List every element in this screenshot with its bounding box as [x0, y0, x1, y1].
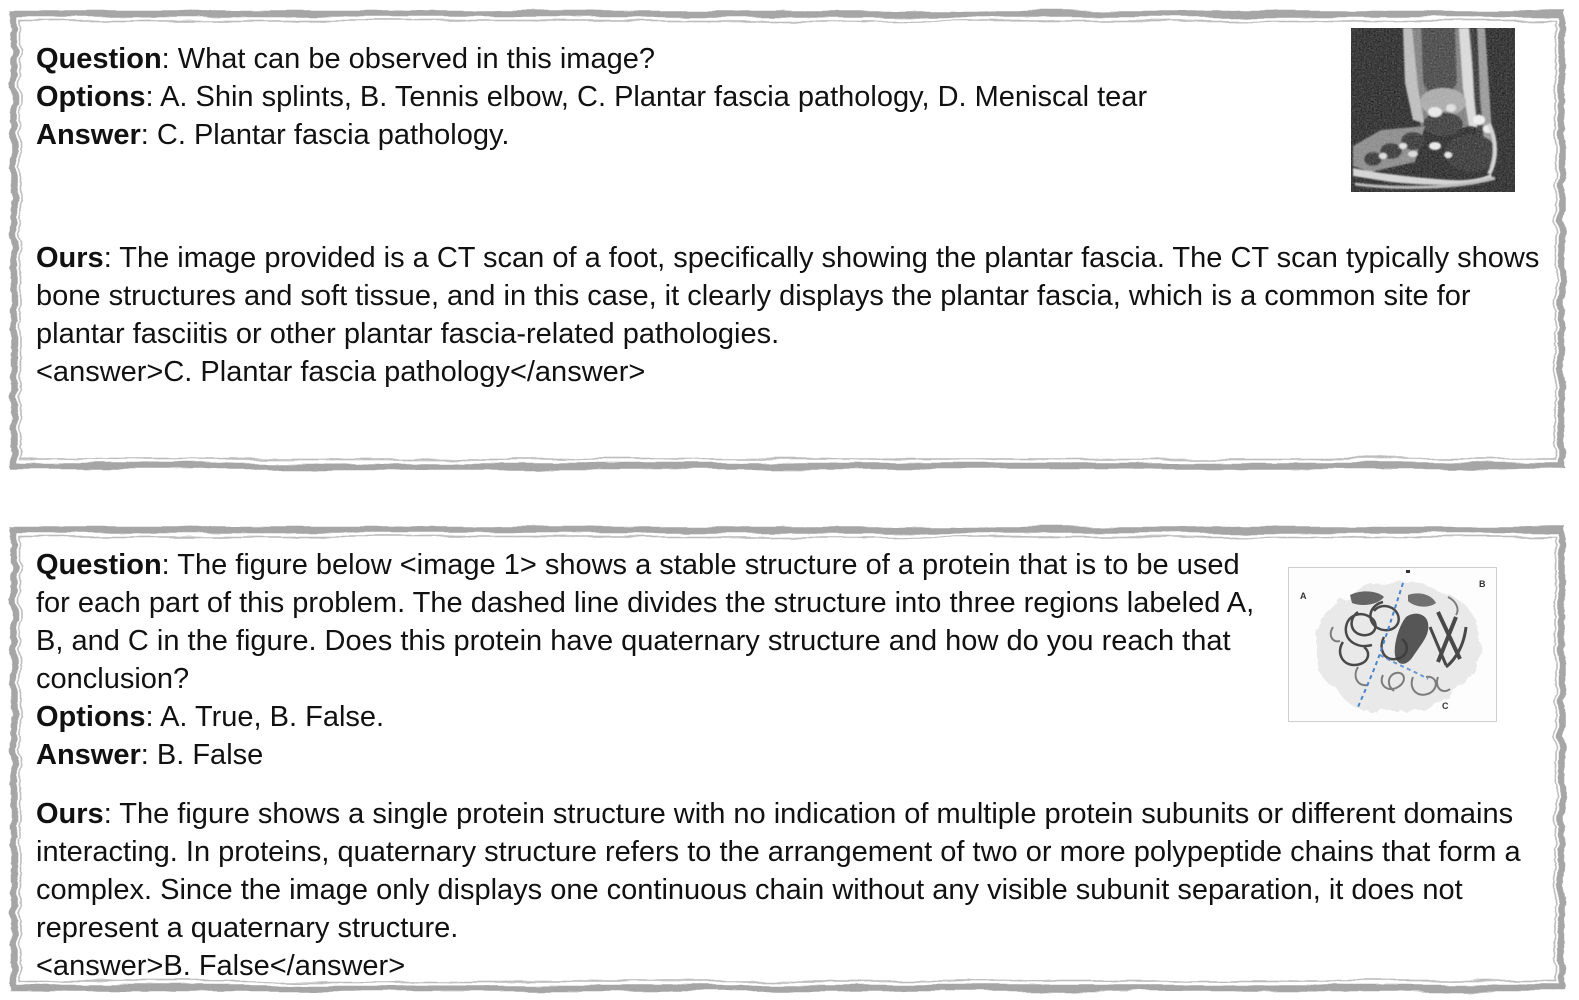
- label-separator: :: [140, 739, 157, 771]
- options-label: Options: [36, 81, 146, 113]
- foot-mri-image: [1351, 28, 1515, 192]
- question-label: Question: [36, 549, 162, 581]
- label-separator: :: [140, 119, 157, 151]
- ours-response: [36, 795, 1548, 985]
- question-text: What can be observed in this image?: [177, 43, 655, 75]
- label-separator: :: [103, 242, 120, 274]
- qa-example-panel-medical: [8, 8, 1568, 472]
- options-line: [36, 78, 1166, 116]
- label-separator: :: [161, 549, 178, 581]
- tick-mark: [1406, 570, 1410, 573]
- answer-text: C. Plantar fascia pathology.: [156, 119, 510, 151]
- answer-label: Answer: [36, 739, 141, 771]
- question-line: [36, 40, 1166, 78]
- options-text: A. True, B. False.: [160, 701, 385, 733]
- answer-line: [36, 736, 1548, 774]
- options-text: A. Shin splints, B. Tennis elbow, C. Plantar fascia pathology, D. Meniscal tear: [160, 81, 1148, 113]
- question-block: [36, 40, 1166, 154]
- label-separator: :: [161, 43, 178, 75]
- panel-content: [8, 524, 1568, 994]
- ours-text: The figure shows a single protein structure with no indication of multiple protein subunits or different domains interacting. In proteins, quaternary structure refers to the arrangement of two or more polypeptide chains that form a complex. Since the image only displays one continuous chain without any visible subunit separation, it does not represent a quaternary structure.: [36, 798, 1521, 944]
- ours-response: [36, 239, 1548, 391]
- ours-text: The image provided is a CT scan of a foot, specifically showing the plantar fascia. The CT scan typically shows bone structures and soft tissue, and in this case, it clearly displays the plantar fascia, which is a common site for plantar fasciitis or other plantar fascia-related pathologies.: [36, 242, 1540, 350]
- label-separator: :: [145, 81, 161, 113]
- answer-label: Answer: [36, 119, 141, 151]
- ours-label: Ours: [36, 798, 104, 830]
- ours-label: Ours: [36, 242, 104, 274]
- label-separator: :: [103, 798, 120, 830]
- question-text: The figure below <image 1> shows a stable structure of a protein that is to be used for each part of this problem. The dashed line divides the structure into three regions labeled A, B, and C in the figure. Does this protein have quaternary structure and how do you reach that conclusion?: [36, 549, 1255, 695]
- protein-structure-image: [1288, 567, 1497, 722]
- answer-tag-line: <answer>B. False</answer>: [36, 950, 406, 982]
- question-label: Question: [36, 43, 162, 75]
- answer-line: [36, 116, 1166, 154]
- protein-region-label-c: C: [1442, 701, 1449, 711]
- protein-region-label-b: B: [1479, 579, 1486, 589]
- label-separator: :: [145, 701, 161, 733]
- qa-example-panel-protein: [8, 524, 1568, 994]
- answer-tag-line: <answer>C. Plantar fascia pathology</answer>: [36, 356, 646, 388]
- panel-content: [8, 8, 1568, 472]
- options-label: Options: [36, 701, 146, 733]
- protein-region-label-a: A: [1300, 591, 1307, 601]
- answer-text: B. False: [156, 739, 264, 771]
- mri-noise-texture: [1351, 28, 1515, 192]
